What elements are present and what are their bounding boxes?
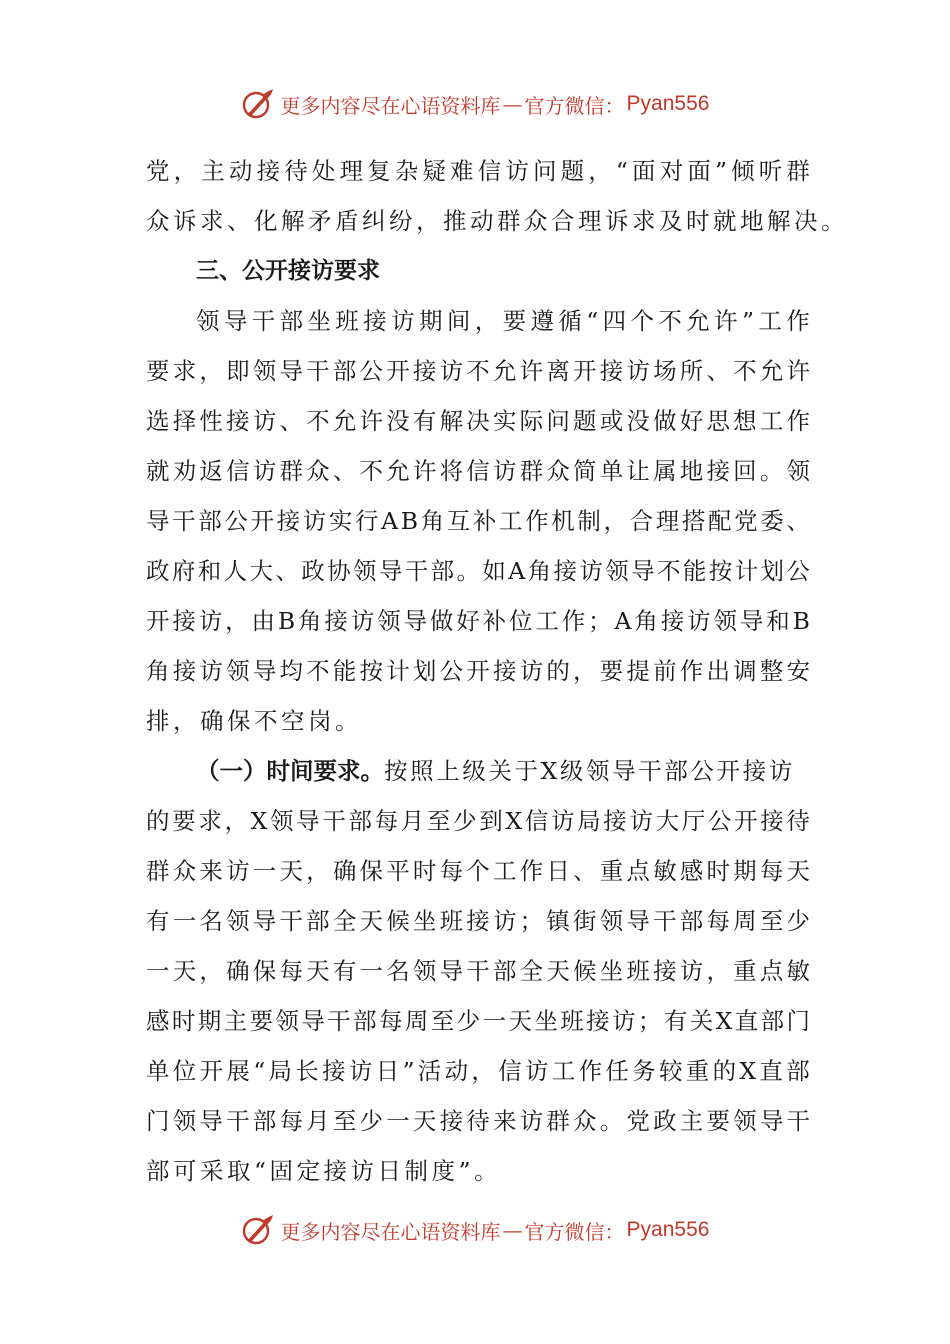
text-line: 排，确保不空岗。: [146, 707, 362, 735]
text-line: 的 要 求 ， X 领 导 干 部 每 月 至 少 到 X 信 访 局 接 访 大 厅 公 开 接 待: [146, 807, 810, 835]
subsection-line: [146, 746, 810, 796]
text-line: 有 一 名 领 导 干 部 全 天 候 坐 班 接 访 ； 镇 街 领 导 干 部 每 周 至 少: [146, 907, 810, 935]
text-line: 政 府 和 人 大 、 政 协 领 导 干 部 。 如 A 角 接 访 领 导 不 能 按 计 划 公: [146, 557, 810, 585]
subsection-first-text: 按照上级关于X级领导干部公开接访: [384, 757, 795, 785]
header-watermark: [0, 84, 950, 124]
text-line: 导 干 部 公 开 接 访 实 行 A B 角 互 补 工 作 机 制 ， 合 理 搭 配 党 委 、: [146, 507, 810, 535]
watermark-site-text: 更多内容尽在心语资料库: [280, 1219, 501, 1244]
text-line: 单 位 开 展 “ 局 长 接 访 日 ” 活 动 ， 信 访 工 作 任 务 较 重 的 X 直 部: [146, 1057, 810, 1085]
watermark-wechat-id: Pyan556: [626, 1218, 710, 1241]
text-line: 就 劝 返 信 访 群 众 、 不 允 许 将 信 访 群 众 简 单 让 属 地 接 回 。 领: [146, 457, 810, 485]
text-line: 开 接 访 ， 由 B 角 接 访 领 导 做 好 补 位 工 作 ； A 角 接 访 领 导 和 B: [146, 607, 810, 635]
text-line: 选 择 性 接 访 、 不 允 许 没 有 解 决 实 际 问 题 或 没 做 好 思 想 工 作: [146, 407, 810, 435]
text-line: 党 ， 主 动 接 待 处 理 复 杂 疑 难 信 访 问 题 ， “ 面 对 面 ” 倾 听 群: [146, 157, 810, 185]
quill-logo-icon: [241, 1213, 275, 1247]
text-line: 门 领 导 干 部 每 月 至 少 一 天 接 待 来 访 群 众 。 党 政 主 要 领 导 干: [146, 1107, 810, 1135]
text-line: 领 导 干 部 坐 班 接 访 期 间 ， 要 遵 循 “ 四 个 不 允 许 ” 工 作: [196, 307, 810, 335]
watermark-dash: —: [502, 92, 523, 116]
watermark-official-label: 官方微信：: [524, 93, 625, 118]
watermark-wechat-id: Pyan556: [626, 92, 710, 115]
footer-watermark: [0, 1210, 950, 1250]
watermark-official-label: 官方微信：: [524, 1219, 625, 1244]
text-line: 感 时 期 主 要 领 导 干 部 每 周 至 少 一 天 坐 班 接 访 ； 有 关 X 直 部 门: [146, 1007, 810, 1035]
text-line: 群 众 来 访 一 天 ， 确 保 平 时 每 个 工 作 日 、 重 点 敏 感 时 期 每 天: [146, 857, 810, 885]
text-line: 要 求 ， 即 领 导 干 部 公 开 接 访 不 允 许 离 开 接 访 场 所 、 不 允 许: [146, 357, 810, 385]
section-heading: 三、公开接访要求: [196, 258, 380, 284]
watermark-dash: —: [502, 1218, 523, 1242]
quill-logo-icon: [241, 87, 275, 121]
document-body: [146, 146, 848, 1196]
text-line: 一 天 ， 确 保 每 天 有 一 名 领 导 干 部 全 天 候 坐 班 接 访 ， 重 点 敏: [146, 957, 810, 985]
text-line: 众诉求、化解矛盾纠纷，推动群众合理诉求及时就地解决。: [146, 207, 848, 235]
subsection-heading: （一）时间要求。: [196, 757, 384, 785]
text-line: 部可采取“固定接访日制度”。: [146, 1157, 502, 1185]
text-line: 角 接 访 领 导 均 不 能 按 计 划 公 开 接 访 的 ， 要 提 前 作 出 调 整 安: [146, 657, 810, 685]
watermark-site-text: 更多内容尽在心语资料库: [280, 93, 501, 118]
